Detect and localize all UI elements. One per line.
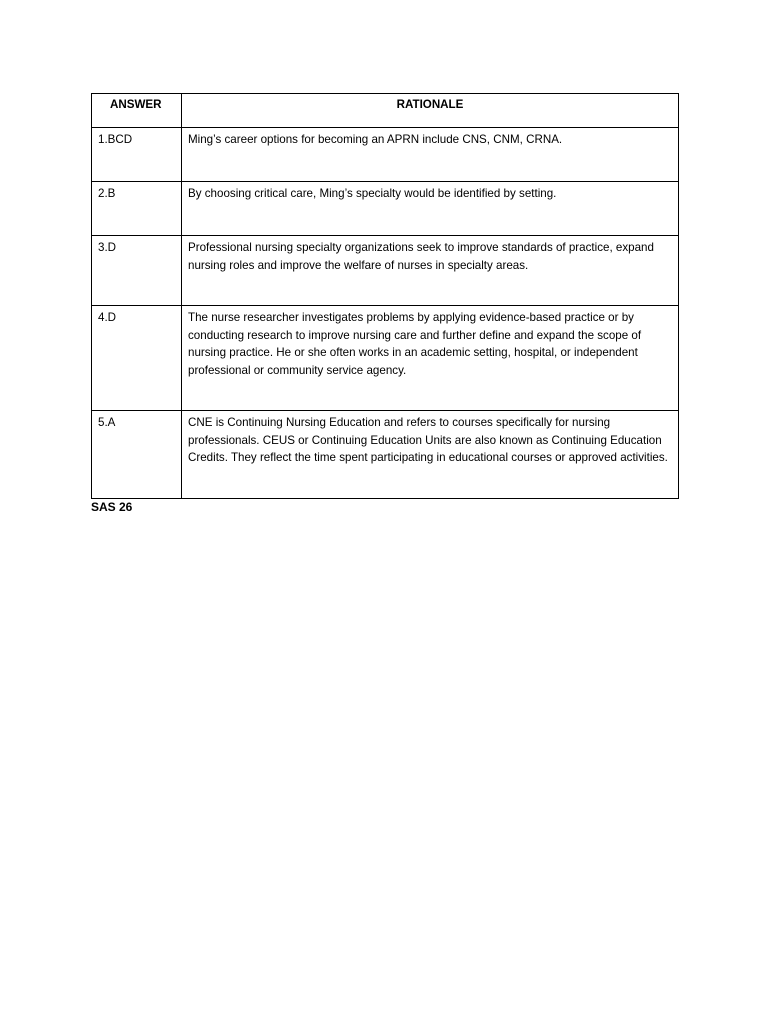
- answer-cell: 3.D: [92, 236, 182, 306]
- rationale-cell: By choosing critical care, Ming’s specialty would be identified by setting.: [182, 182, 679, 236]
- table-row: [92, 182, 679, 236]
- answer-cell: 5.A: [92, 411, 182, 499]
- table-row: [92, 128, 679, 182]
- answer-rationale-table: [91, 93, 679, 499]
- rationale-cell: CNE is Continuing Nursing Education and refers to courses specifically for nursing professionals. CEUS or Continuing Education Units are also known as Continuing Education Credits. They reflect the time spent participating in educational courses or approved activities.: [182, 411, 679, 499]
- table-row: [92, 236, 679, 306]
- answer-column-header: ANSWER: [92, 94, 182, 128]
- rationale-cell: Ming’s career options for becoming an APRN include CNS, CNM, CRNA.: [182, 128, 679, 182]
- table-header-row: [92, 94, 679, 128]
- section-label: SAS 26: [91, 500, 133, 514]
- table-row: [92, 306, 679, 411]
- answer-cell: 1.BCD: [92, 128, 182, 182]
- rationale-column-header: RATIONALE: [182, 94, 679, 128]
- answer-cell: 4.D: [92, 306, 182, 411]
- rationale-cell: Professional nursing specialty organizations seek to improve standards of practice, expand nursing roles and improve the welfare of nurses in specialty areas.: [182, 236, 679, 306]
- answer-cell: 2.B: [92, 182, 182, 236]
- table-row: [92, 411, 679, 499]
- rationale-cell: The nurse researcher investigates problems by applying evidence-based practice or by conducting research to improve nursing care and further define and expand the scope of nursing practice. He or she often works in an academic setting, hospital, or independent professional or community service agency.: [182, 306, 679, 411]
